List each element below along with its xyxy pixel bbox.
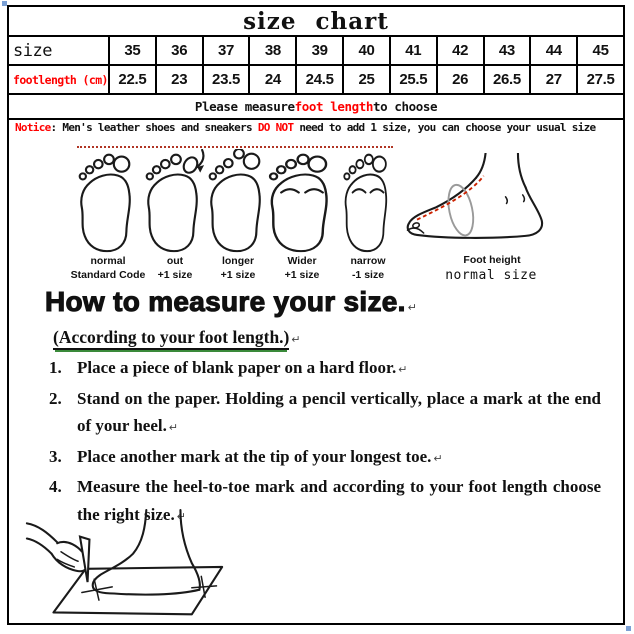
foot-longer-icon xyxy=(207,149,269,253)
footlength-cell: 26.5 xyxy=(483,66,530,93)
foot-normal-label: normal Standard Code xyxy=(70,255,146,281)
step-text: Place a piece of blank paper on a hard floor. xyxy=(77,358,397,377)
foot-longer-label: longer +1 size xyxy=(220,255,256,281)
page-title: size chart xyxy=(243,7,389,35)
notice-highlight: DO NOT xyxy=(257,121,294,134)
step-text: Stand on the paper. Holding a pencil vertically, place a mark at the end of your heel. xyxy=(77,388,601,435)
footer-note-highlight: foot length xyxy=(294,99,373,114)
return-mark: ↵ xyxy=(407,302,418,314)
footlength-cell: 22.5 xyxy=(108,66,155,93)
return-mark: ↵ xyxy=(398,364,408,376)
foot-height-size-label: normal size xyxy=(445,268,537,283)
chart-frame xyxy=(7,5,625,625)
size-table xyxy=(9,7,623,120)
size-cell: 35 xyxy=(108,37,155,64)
footlength-cell: 23.5 xyxy=(202,66,249,93)
size-cell: 43 xyxy=(483,37,530,64)
how-to-heading: How to measure your size. ↵ xyxy=(45,286,418,317)
step-number: 2. xyxy=(49,388,62,408)
notice-post: need to add 1 size, you can choose your usual size xyxy=(293,121,596,134)
footlength-cell: 27 xyxy=(529,66,576,93)
foot-out-icon xyxy=(144,149,206,253)
step-number: 1. xyxy=(49,358,62,377)
subheading: (According to your foot length.) ↵ xyxy=(53,327,301,348)
footer-note-pre: Please measure xyxy=(194,99,295,114)
step-2 xyxy=(49,385,601,443)
footlength-row xyxy=(9,66,623,95)
footlength-cell: 24 xyxy=(248,66,295,93)
size-row xyxy=(9,37,623,66)
table-title-row xyxy=(9,7,623,37)
table-footer-note xyxy=(9,95,623,120)
notice-label: Notice xyxy=(15,121,51,134)
size-row-label: size xyxy=(13,40,52,61)
foot-wider-label: Wider +1 size xyxy=(284,255,320,281)
return-mark: ↵ xyxy=(291,334,301,346)
foot-normal-icon xyxy=(77,149,139,253)
return-mark: ↵ xyxy=(176,510,186,523)
resize-handle-bottomright xyxy=(626,626,631,631)
measure-steps-list xyxy=(49,354,601,531)
foot-side-view-icon xyxy=(397,153,577,253)
foot-tracing-illustration xyxy=(25,507,243,625)
footlength-cell: 26 xyxy=(436,66,483,93)
footlength-cell: 24.5 xyxy=(295,66,342,93)
step-text: Place another mark at the tip of your longest toe. xyxy=(77,446,432,466)
step-text: Measure the heel-to-toe mark and according to your foot length choose the right size. xyxy=(77,477,601,524)
footlength-cell: 23 xyxy=(155,66,202,93)
footlength-cell: 27.5 xyxy=(576,66,623,93)
size-cell: 36 xyxy=(155,37,202,64)
notice-line xyxy=(15,121,595,134)
notice-pre: : Men's leather shoes and sneakers xyxy=(50,121,258,134)
size-cell: 44 xyxy=(529,37,576,64)
return-mark: ↵ xyxy=(433,452,443,465)
step-1 xyxy=(49,354,601,385)
size-cell: 37 xyxy=(202,37,249,64)
foot-narrow-label: narrow -1 size xyxy=(350,255,386,281)
toe-reference-dashed-line xyxy=(77,146,393,148)
size-cell: 38 xyxy=(248,37,295,64)
foot-wider-icon xyxy=(267,149,337,253)
footlength-cell: 25.5 xyxy=(389,66,436,93)
size-cell: 39 xyxy=(295,37,342,64)
size-cell: 45 xyxy=(576,37,623,64)
footlength-cell: 25 xyxy=(342,66,389,93)
footer-note-post: to choose xyxy=(373,99,438,114)
foot-narrow-icon xyxy=(342,149,394,253)
return-mark: ↵ xyxy=(168,422,179,434)
size-cell: 42 xyxy=(436,37,483,64)
size-cell: 41 xyxy=(389,37,436,64)
size-cell: 40 xyxy=(342,37,389,64)
step-number: 4. xyxy=(49,477,62,496)
footlength-row-label: footlength (cm) xyxy=(13,72,108,87)
foot-height-label: Foot height xyxy=(463,254,521,266)
foot-out-label: out +1 size xyxy=(157,255,193,281)
step-number: 3. xyxy=(49,446,62,466)
step-3 xyxy=(49,443,601,474)
